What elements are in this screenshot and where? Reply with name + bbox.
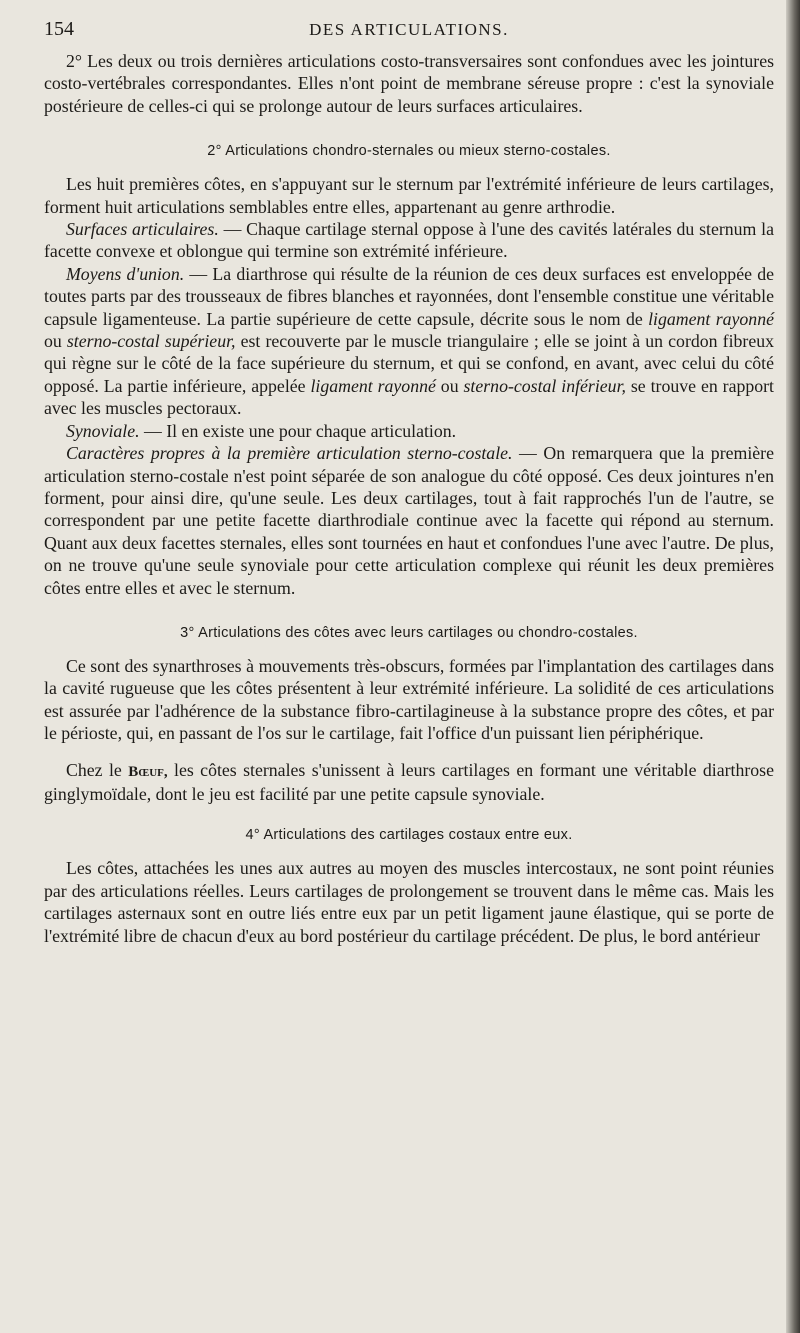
body-text: [44, 50, 774, 947]
paragraph-cartilages: Les côtes, attachées les unes aux autres au moyen des muscles intercostaux, ne sont point réunies par des articulations réelles. Leurs cartilages de prolongement se trouvent dans le même cas. Mais les cartilages asternaux sont en outre liés entre eux par un petit ligament jaune élastique, qui se porte de l'extrémité libre de chacun d'eux au bord postérieur du cartilage précédent. De plus, le bord antérieur: [44, 858, 774, 946]
section-heading-chondro-costal: 3° Articulations des côtes avec leurs cartilages ou chondro-costales.: [180, 624, 638, 641]
term-sterno-costal-inferieur: sterno-costal inférieur,: [463, 375, 626, 396]
paragraph-surfaces: [44, 218, 774, 263]
section-heading-cartilages: 4° Articulations des cartilages costaux entre eux.: [245, 827, 573, 844]
term-ligament-rayonne-1: ligament rayonné: [648, 308, 774, 329]
running-title: DES ARTICULATIONS.: [309, 20, 509, 39]
intro-paragraph: 2° Les deux ou trois dernières articulations costo-transversaires sont confondues avec les jointures costo-vertébrales correspondantes. Elles n'ont point de membrane séreuse propre : c'est la synoviale postérieure de celles-ci qui se prolonge autour de leurs surfaces articulaires.: [44, 51, 774, 116]
moyens-text-d: ou: [435, 375, 464, 396]
term-sterno-costal-superieur: sterno-costal supérieur,: [66, 331, 236, 352]
paragraph-caracteres: [44, 442, 774, 599]
page-edge-shadow: [786, 0, 800, 1333]
caracteres-label: Caractères propres à la première articulation sterno-costale.: [66, 443, 513, 464]
page-number: 154: [44, 18, 74, 40]
moyens-text-b: ou: [44, 331, 67, 352]
synoviale-text: — Il en existe une pour chaque articulation.: [139, 420, 457, 441]
paragraph-boeuf: [44, 759, 774, 806]
synoviale-label: Synoviale.: [66, 420, 140, 441]
page-header: [44, 18, 774, 44]
moyens-text-c: est recouverte par le muscle triangulaire ; elle se joint à un cordon fibreux qui règne sur le côté de la face supérieure du sternum, et qui se confond, en avant, avec celui du côté opposé. La partie inférieure, appelée: [44, 331, 774, 396]
section-heading-sterno-costal: 2° Articulations chondro-sternales ou mieux sterno-costales.: [207, 143, 611, 160]
moyens-text-e: se trouve en rapport avec les muscles pectoraux.: [44, 375, 774, 419]
animal-name: Bœuf,: [128, 763, 168, 780]
boeuf-text-b: les côtes sternales s'unissent à leurs cartilages en formant une véritable diarthrose ginglymoïdale, dont le jeu est facilité par une petite capsule synoviale.: [44, 759, 774, 804]
term-ligament-rayonne-2: ligament rayonné: [310, 375, 436, 396]
paragraph-synarthroses: Ce sont des synarthroses à mouvements très-obscurs, formées par l'implantation des cartilages dans la cavité rugueuse que les côtes présentent à leur extrémité inférieure. La solidité de ces articulations est assurée par l'adhérence de la substance fibro-cartilagineuse à la substance propre des côtes, et par le périoste, qui, en passant de l'os sur le cartilage, fait l'office d'un puissant lien périphérique.: [44, 655, 774, 744]
surfaces-label: Surfaces articulaires.: [66, 219, 219, 240]
moyens-label: Moyens d'union.: [66, 263, 185, 284]
paragraph-sterno-intro: Les huit premières côtes, en s'appuyant sur le sternum par l'extrémité inférieure de leurs cartilages, forment huit articulations semblables entre elles, appartenant au genre arthrodie.: [44, 174, 774, 217]
moyens-text-a: — La diarthrose qui résulte de la réunion de ces deux surfaces est enveloppée de toutes parts par des trousseaux de fibres blanches et rayonnées, dont l'ensemble constitue une véritable capsule ligamenteuse. La partie supérieure de cette capsule, décrite sous le nom de: [44, 263, 774, 329]
boeuf-text-a: Chez le: [66, 759, 129, 780]
caracteres-text: — On remarquera que la première articulation sterno-costale n'est point séparée de son analogue du côté opposé. Ces deux jointures n'en forment, pour ainsi dire, qu'une seule. Les deux cartilages, tout à fait rapprochés l'un de l'autre, se correspondent par une petite facette diarthrodiale continue avec la facette qui répond au sternum. Quant aux deux facettes sternales, elles sont tournées en haut et confondues l'une avec l'autre. De plus, on ne trouve qu'une seule synoviale pour cette articulation complexe qui réunit les deux premières côtes entre elles et avec le sternum.: [44, 443, 774, 598]
paragraph-moyens-union: [44, 263, 774, 420]
paragraph-synoviale: [44, 420, 774, 442]
surfaces-text: — Chaque cartilage sternal oppose à l'une des cavités latérales du sternum la facette convexe et oblongue qui termine son extrémité inférieure.: [44, 219, 774, 262]
